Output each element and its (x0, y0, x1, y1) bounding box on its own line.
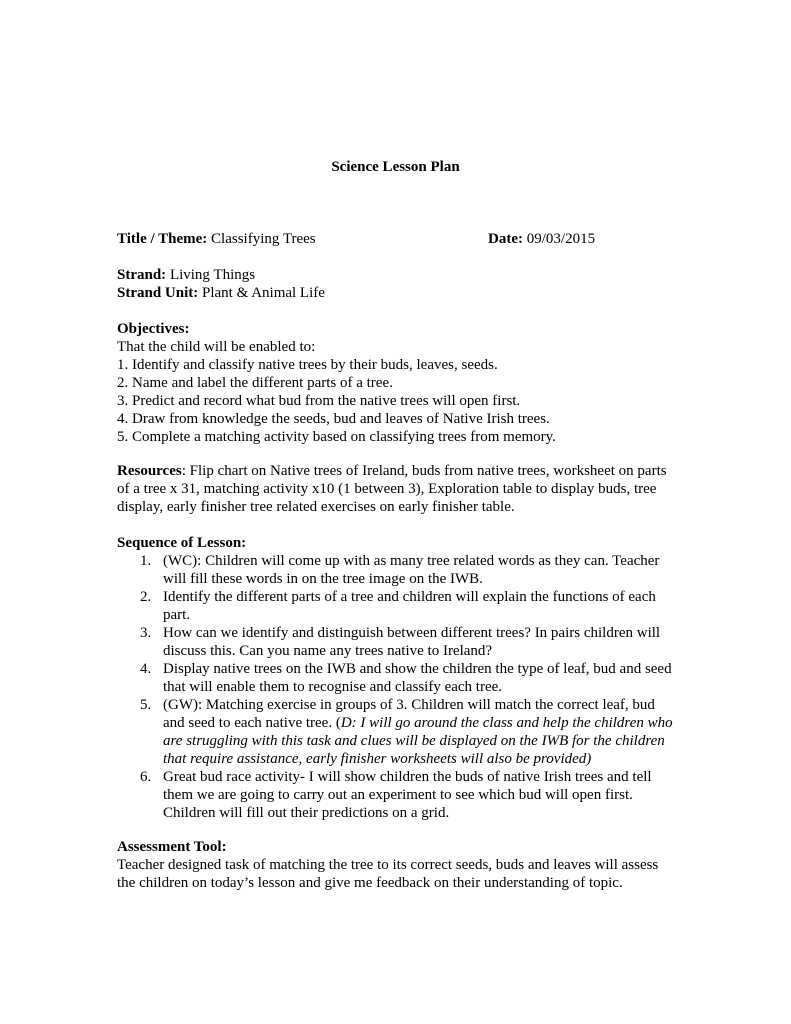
resources-paragraph (117, 462, 677, 516)
objectives-section (117, 320, 677, 446)
sequence-item-number: 2. (140, 589, 152, 605)
title-theme-label: Title / Theme: (117, 231, 208, 247)
date-line (488, 230, 595, 248)
sequence-item-number: 1. (140, 553, 152, 569)
objective-item: 5. Complete a matching activity based on classifying trees from memory. (117, 429, 556, 445)
resources-label: Resources (117, 463, 182, 479)
sequence-item-text: How can we identify and distinguish between different trees? In pairs children will discuss this. Can you name any trees native to Ireland? (163, 625, 661, 659)
objective-item: 2. Name and label the different parts of a tree. (117, 375, 393, 391)
sequence-item (117, 624, 677, 660)
objective-item: 3. Predict and record what bud from the native trees will open first. (117, 393, 521, 409)
sequence-heading: Sequence of Lesson: (117, 535, 247, 551)
resources-text: : Flip chart on Native trees of Ireland, buds from native trees, worksheet on parts of a tree x 31, matching activity x10 (1 between 3), Exploration table to display buds, tree display, early finisher tree related exercises on early finisher table. (117, 463, 667, 515)
sequence-item-number: 4. (140, 661, 152, 677)
date-value: 09/03/2015 (522, 231, 596, 247)
objectives-heading: Objectives: (117, 321, 190, 337)
sequence-item-text: (GW): Matching exercise in groups of 3. Children will match the correct leaf, bud and seed to each native tree. ( (163, 697, 655, 731)
strand-label: Strand: (117, 267, 167, 283)
objective-item: 1. Identify and classify native trees by their buds, leaves, seeds. (117, 357, 498, 373)
objectives-intro: That the child will be enabled to: (117, 339, 316, 355)
assessment-heading: Assessment Tool: (117, 839, 227, 855)
assessment-text: Teacher designed task of matching the tree to its correct seeds, buds and leaves will assess the children on today’s lesson and give me feedback on their understanding of topic. (117, 857, 659, 891)
sequence-item (117, 696, 677, 768)
title-theme-line (117, 230, 316, 248)
strand-line (117, 266, 255, 284)
strand-value: Living Things (166, 267, 256, 283)
sequence-list (117, 552, 677, 822)
resources-section (117, 462, 677, 516)
sequence-item (117, 552, 677, 588)
sequence-item (117, 660, 677, 696)
sequence-item-text: Great bud race activity- I will show children the buds of native Irish trees and tell them we are going to carry out an experiment to see which bud will open first. Children will fill out their predictions on a grid. (163, 769, 652, 821)
strand-unit-label: Strand Unit: (117, 285, 199, 301)
sequence-item (117, 588, 677, 624)
sequence-item-number: 3. (140, 625, 152, 641)
document-title: Science Lesson Plan (331, 159, 460, 175)
sequence-item (117, 768, 677, 822)
sequence-item-text-container (163, 696, 677, 768)
sequence-item-text: Display native trees on the IWB and show the children the type of leaf, bud and seed that will enable them to recognise and classify each tree. (163, 661, 672, 695)
strand-unit-value: Plant & Animal Life (198, 285, 325, 301)
assessment-section (117, 838, 677, 892)
objective-item: 4. Draw from knowledge the seeds, bud and leaves of Native Irish trees. (117, 411, 550, 427)
sequence-item-number: 6. (140, 769, 152, 785)
sequence-item-text: Identify the different parts of a tree and children will explain the functions of each part. (163, 589, 656, 623)
sequence-item-number: 5. (140, 697, 152, 713)
date-label: Date: (488, 231, 523, 247)
title-theme-value: Classifying Trees (207, 231, 316, 247)
sequence-item-italic-note: D: I will go around the class and help the children who are struggling with this task and clues will be displayed on the IWB for the children that require assistance, early finisher worksheets will also be provided) (163, 715, 673, 767)
sequence-section (117, 534, 677, 822)
sequence-item-text: (WC): Children will come up with as many tree related words as they can. Teacher will fill these words in on the tree image on the IWB. (163, 553, 660, 587)
strand-unit-line (117, 284, 325, 302)
